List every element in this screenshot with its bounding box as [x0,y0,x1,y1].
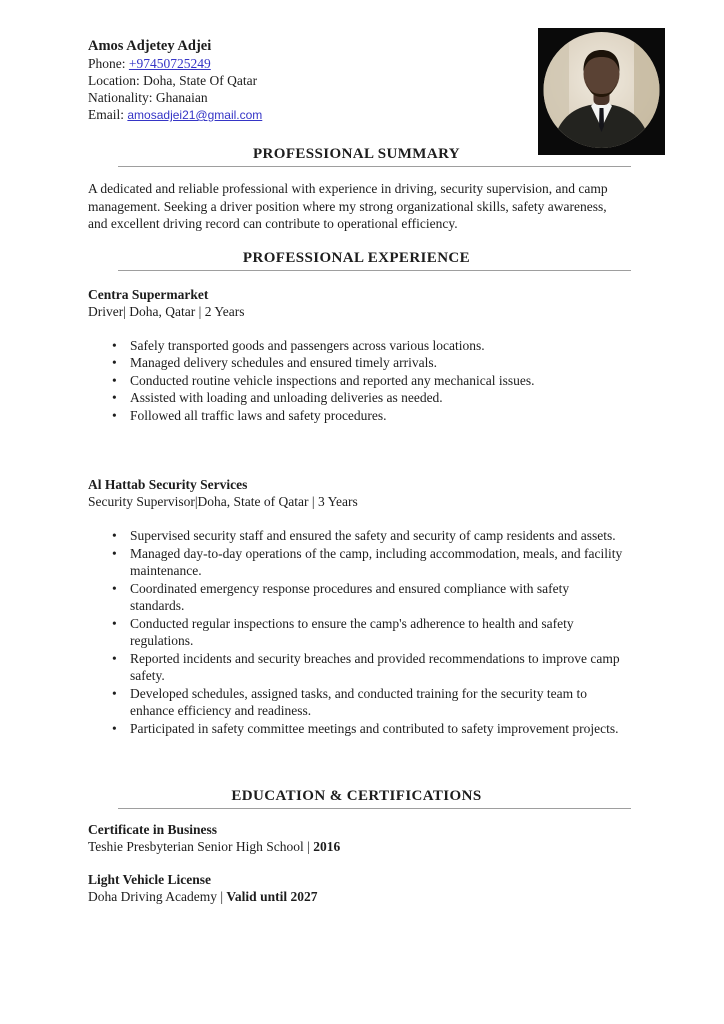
job-bullet: • Participated in safety committee meetings and contributed to safety improvement projects. [88,720,625,738]
email-link[interactable]: amosadjei21@gmail.com [127,108,263,122]
job-bullet: • Conducted routine vehicle inspections and reported any mechanical issues. [88,372,625,390]
phone-label: Phone: [88,56,129,71]
job-bullet: • Followed all traffic laws and safety procedures. [88,407,625,425]
experience-heading: PROFESSIONAL EXPERIENCE [242,249,471,266]
summary-heading-rule [118,166,631,167]
job-bullet: • Supervised security staff and ensured the safety and security of camp residents and assets. [88,527,625,545]
phone-link[interactable]: +97450725249 [128,56,211,71]
job-bullet: • Developed schedules, assigned tasks, and conducted training for the security team to enhance efficiency and readiness. [88,685,625,720]
education-detail-bold: Valid until 2027 [226,889,318,904]
job-bullet: • Managed day-to-day operations of the camp, including accommodation, meals, and facility maintenance. [88,545,625,580]
job-bullet-list [88,527,625,737]
job-bullet: • Managed delivery schedules and ensured timely arrivals. [88,354,625,372]
education-detail-text: Teshie Presbyterian Senior High School | [88,839,314,854]
job-company: Al Hattab Security Services [88,477,248,492]
experience-heading-rule [118,270,631,271]
job-meta: Driver| Doha, Qatar | 2 Years [88,303,245,319]
email-label: Email: [88,107,128,122]
location-line: Location: Doha, State Of Qatar [88,73,258,88]
job-bullet: • Coordinated emergency response procedures and ensured compliance with safety standards. [88,580,625,615]
education-item-title: Certificate in Business [88,822,217,837]
education-item-detail [88,838,625,855]
phone-line [88,55,625,72]
job-bullet-list [88,337,625,425]
candidate-name: Amos Adjetey Adjei [88,38,212,54]
email-line [88,106,625,124]
education-detail-text: Doha Driving Academy | [88,889,227,904]
job-bullet: • Reported incidents and security breaches and provided recommendations to improve camp safety. [88,650,625,685]
summary-text: A dedicated and reliable professional with experience in driving, security supervision, and camp management. Seeking a driver position where my strong organizational skills, safety awareness, and excellent driving record can contribute to operational efficiency. [88,181,608,231]
education-heading: EDUCATION & CERTIFICATIONS [231,788,482,804]
education-detail-bold: 2016 [313,839,341,854]
job-company: Centra Supermarket [88,286,209,302]
education-heading-rule [118,808,631,809]
nationality-line: Nationality: Ghanaian [88,90,208,105]
job-bullet: • Safely transported goods and passengers across various locations. [88,337,625,355]
resume-content [88,38,625,905]
contact-block [88,38,625,124]
education-item-detail [88,888,625,905]
job-bullet: • Conducted regular inspections to ensure the camp's adherence to health and safety regulations. [88,615,625,650]
job-bullet: • Assisted with loading and unloading deliveries as needed. [88,389,625,407]
education-item-title: Light Vehicle License [88,872,212,887]
summary-heading: PROFESSIONAL SUMMARY [252,146,461,162]
job-meta: Security Supervisor|Doha, State of Qatar | 3 Years [88,494,358,509]
